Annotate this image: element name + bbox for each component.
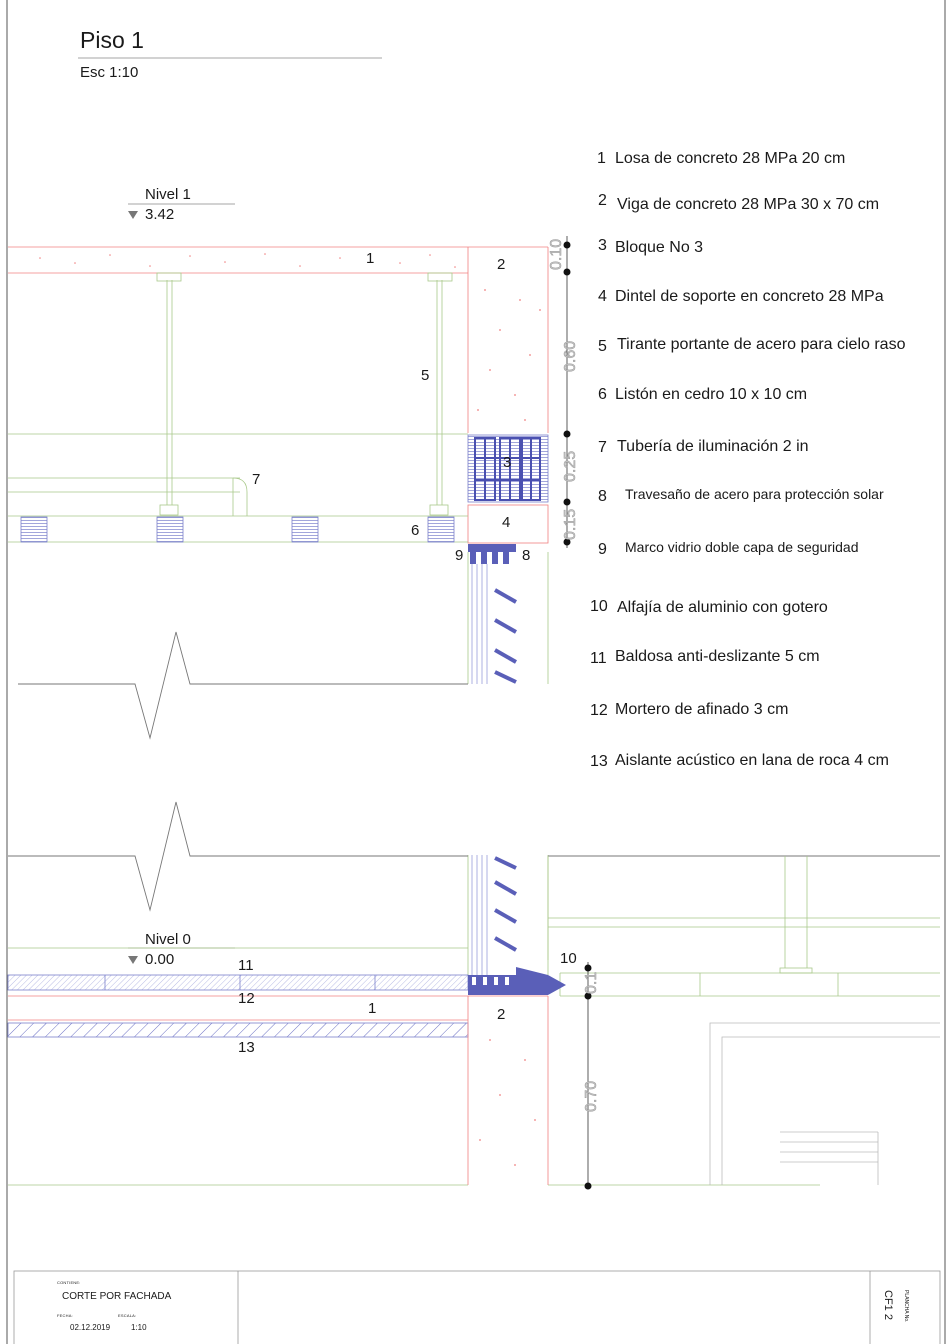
drawing-scale: Esc 1:10	[80, 64, 139, 81]
ceiling	[8, 434, 468, 542]
dim-lintel: 0.15	[562, 508, 579, 540]
legend-item-text: Tubería de iluminación 2 in	[617, 438, 809, 455]
title-block-date: 02.12.2019	[70, 1323, 111, 1332]
legend-item-text: Aislante acústico en lana de roca 4 cm	[615, 752, 889, 769]
tag-batten: 6	[411, 522, 420, 539]
legend-item-number: 13	[590, 753, 608, 770]
legend-item-text: Listón en cedro 10 x 10 cm	[615, 386, 808, 403]
lower-slab	[8, 996, 548, 1020]
tag-beam-upper: 2	[497, 256, 506, 273]
tag-rockwool: 13	[238, 1039, 255, 1056]
dim-beam: 0.60	[562, 340, 579, 372]
legend-item-text: Alfajía de aluminio con gotero	[617, 599, 828, 616]
title-block-contents: CORTE POR FACHADA	[62, 1291, 172, 1302]
legend-item-number: 1	[597, 150, 606, 167]
legend-item-text: Baldosa anti-deslizante 5 cm	[615, 648, 820, 665]
dim-block: 0.25	[562, 450, 579, 482]
title-block-frame	[14, 1271, 940, 1344]
legend-item-number: 8	[598, 488, 607, 505]
level-1-elevation: 3.42	[145, 206, 175, 223]
legend-item-number: 9	[598, 541, 607, 558]
upper-beam	[468, 247, 548, 433]
tag-tile: 11	[238, 957, 254, 974]
legend-item-text: Dintel de soporte en concreto 28 MPa	[615, 288, 884, 305]
tag-slab-upper: 1	[366, 250, 375, 267]
break-line-upper	[18, 632, 548, 738]
upper-slab-speckle	[39, 253, 456, 268]
cedar-battens	[21, 517, 454, 542]
legend-item-number: 2	[598, 192, 607, 209]
upper-slab	[8, 247, 548, 273]
hanger-rods	[167, 280, 442, 505]
lower-beam-speckle	[479, 1039, 536, 1166]
title-block-scale: 1:10	[131, 1323, 147, 1332]
tile-layer	[8, 975, 468, 990]
tag-lintel: 4	[502, 514, 511, 531]
title-block-sheet-label: PLANCHA No.	[903, 1290, 909, 1323]
tag-hanger: 5	[421, 367, 430, 384]
level-1-name: Nivel 1	[145, 186, 191, 203]
legend-item-text: Losa de concreto 28 MPa 20 cm	[615, 150, 846, 167]
tag-lighting-pipe: 7	[252, 471, 261, 488]
sill-flashing	[468, 967, 566, 995]
level-0-name: Nivel 0	[145, 931, 191, 948]
break-line-lower	[8, 802, 940, 910]
level-1-marker	[128, 211, 138, 219]
dim-top: 0.10	[548, 238, 565, 270]
legend-item-number: 12	[590, 702, 608, 719]
title-block-contents-label: CONTIENE:	[57, 1280, 81, 1285]
legend-item-text: Tirante portante de acero para cielo raso	[617, 336, 906, 353]
tag-sill: 10	[560, 950, 577, 967]
legend-item-number: 7	[598, 439, 607, 456]
legend-item-text: Marco vidrio doble capa de seguridad	[625, 539, 859, 555]
legend-item-text: Viga de concreto 28 MPa 30 x 70 cm	[617, 196, 880, 213]
title-block-scale-label: ESCALA:	[118, 1313, 137, 1318]
tag-window-frame: 9	[455, 547, 464, 564]
dim-lower-beam: 0.70	[583, 1080, 600, 1112]
legend-item-text: Mortero de afinado 3 cm	[615, 701, 789, 718]
window-frame	[468, 544, 516, 564]
legend-item-number: 3	[598, 237, 607, 254]
tag-block: 3	[503, 454, 512, 471]
page-title: Piso 1	[80, 27, 144, 53]
legend-item-number: 4	[598, 288, 607, 305]
legend-item-number: 10	[590, 598, 608, 615]
upper-beam-speckle	[477, 289, 541, 421]
exterior-structure	[548, 856, 940, 1185]
tag-mortar: 12	[238, 990, 255, 1007]
level-0-elevation: 0.00	[145, 951, 175, 968]
glass-panels	[472, 564, 487, 975]
title-block-sheet-number: CF1 2	[882, 1290, 894, 1320]
level-0-marker	[128, 956, 138, 964]
legend-item-text: Travesaño de acero para protección solar	[625, 486, 884, 502]
hanger-plates	[157, 273, 452, 515]
rockwool-layer	[8, 1023, 468, 1037]
legend-item-number: 11	[590, 650, 607, 667]
title-block-date-label: FECHA:	[57, 1313, 73, 1318]
tag-solar-beam: 8	[522, 547, 531, 564]
exterior-frame	[710, 1023, 940, 1185]
legend-item-number: 5	[598, 338, 607, 355]
facade-edge	[468, 552, 548, 975]
legend-item-text: Bloque No 3	[615, 239, 704, 256]
solar-slats	[495, 590, 516, 950]
legend-item-number: 6	[598, 386, 607, 403]
tag-beam-lower: 2	[497, 1006, 506, 1023]
lower-beam	[468, 996, 548, 1185]
dim-sill: 0.1	[583, 971, 600, 994]
tag-slab-lower: 1	[368, 1000, 377, 1017]
